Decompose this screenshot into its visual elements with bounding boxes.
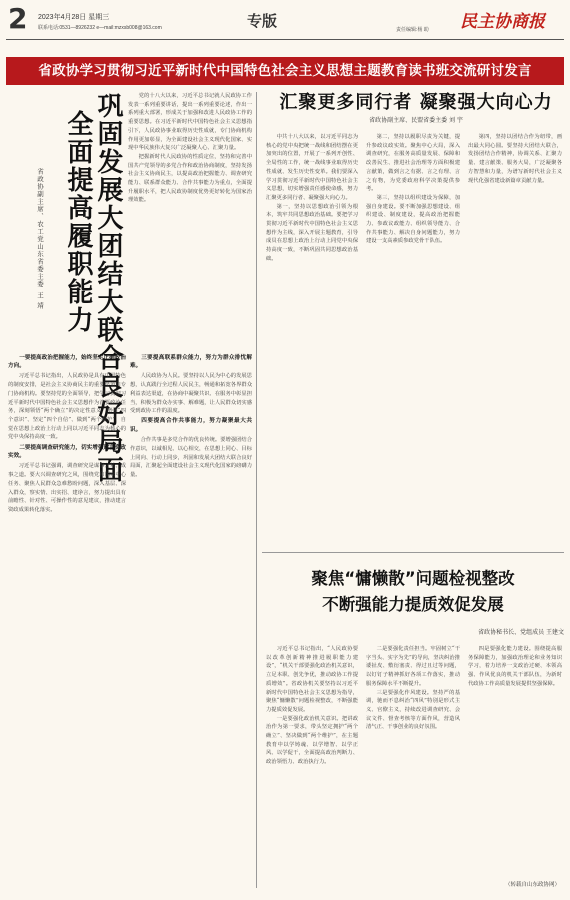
article3-paragraph: 一是要强化政治机关意识。把讲政治作为第一要求，带头坚定拥护“两个确立”、坚决做到“两个维护”，在主题教育中以学铸魂、以学增智、以学正风、以学促干，全面提高政治判断力、政治领悟力、政治执行力。 bbox=[266, 715, 358, 766]
article3-paragraph: 二是要强化责任担当。牢固树立“干字当头、实字为先”的导向，坚决纠治推诿扯皮、敷衍塞责、得过且过等问题，以钉钉子精神抓好各项工作落实，推动服务保障水平不断提升。 bbox=[366, 646, 460, 687]
article1-title-line1: 巩固发展大团结大联合良好局面 bbox=[93, 92, 123, 484]
article1-section-heading: 一要提高政治把握能力，始终坚定正确政治方向。 bbox=[8, 354, 126, 370]
article3-paragraph: 三是要强化作风建设。坚持严的基调，驰而不息纠治“四风”特别是形式主义、官僚主义，持续改进调查研究、会议文件、督查考核等方面作风，营造风清气正、干事创业的良好氛围。 bbox=[366, 689, 460, 731]
header-divider bbox=[6, 39, 564, 40]
article2-paragraph: 中共十八大以来，以习近平同志为核心的党中央把统一战线和团结摆在更加突出的位置，开展了一系列开创性、全局性的工作，统一战线事业取得历史性成就、发生历史性变革。我们要深入学习贯彻习近平新时代中国特色社会主义思想，切实增强责任感使命感，努力汇聚更多同行者、凝聚强大向心力。 bbox=[266, 134, 358, 201]
article1-section-heading: 四要提高合作共事能力，努力凝聚最大共识。 bbox=[130, 418, 252, 434]
article2-paragraph: 第二，坚持以履职尽责为关键，提升参政议政实效。聚焦中心大局，深入调查研究，在服务高质量发展、保障和改善民生、推进社会治理等方面积极建言献策，做到言之有据、言之有理、言之有物，为党委政府科学决策提供参考。 bbox=[366, 134, 460, 193]
article1-section-heading: 三要提高联系群众能力，努力为群众排忧解难。 bbox=[130, 354, 252, 370]
article3-end-mark: （转载自山东政协网） bbox=[505, 882, 561, 888]
issue-date: 2023年4月28日 星期三 bbox=[38, 14, 110, 21]
article3-title-line2: 不断强能力提质效促发展 bbox=[322, 595, 504, 614]
article3-paragraph: 习近平总书记指出，“人民政协要以改革创新精神推进履职能力建设”，“机关干部要强化政治机关意识，立足本职、创先争优，推动政协工作提质增效”。省政协机关要坚持以习近平新时代中国特色社会主义思想为指导，聚焦“慵懒散”问题检视整改，不断强能力提质效促发展。 bbox=[266, 646, 358, 713]
article2-byline: 省政协副主席、民盟省委主委 刘 宇 bbox=[369, 117, 463, 124]
article2-paragraph: 第一，坚持以思想政治引领为根本，筑牢共同思想政治基础。要把学习贯彻习近平新时代中国特色社会主义思想作为主线，深入开展主题教育，引导成员在思想上政治上行动上同党中央保持高度一致，不断巩固共同思想政治基础。 bbox=[266, 203, 358, 262]
column-divider bbox=[256, 92, 257, 888]
article1-section-body: 习近平总书记强调，调查研究是谋事之基、成事之道。要大兴调查研究之风，围绕党和国家中心任务、聚焦人民群众急难愁盼问题，深入基层、深入群众，察实情、出实招、建诤言，努力提出具有前瞻性、针对性、可操作性的意见建议，推动建言资政成果转化落实。 bbox=[8, 463, 126, 513]
article3-column-3 bbox=[468, 645, 562, 877]
article2-column-1 bbox=[266, 133, 358, 543]
article1-section-heading: 二要提高调查研究能力，切实增强建言资政实效。 bbox=[8, 444, 126, 460]
article2-column-2 bbox=[366, 133, 460, 543]
article2-paragraph: 第四，坚持以团结合作为纽带，画出最大同心圆。要坚持大团结大联合，发扬团结合作精神，协调关系、汇聚力量、建言献策、服务大局，广泛凝聚各方智慧和力量，为谱写新时代社会主义现代化强省建设新篇章贡献力量。 bbox=[468, 134, 562, 184]
banner-headline: 省政协学习贯彻习近平新时代中国特色社会主义思想主题教育读书班交流研讨发言 bbox=[38, 63, 532, 79]
article3-byline: 省政协秘书长、党组成员 王建文 bbox=[478, 629, 564, 636]
masthead bbox=[0, 0, 570, 44]
article-divider bbox=[262, 552, 564, 553]
article1-section-body: 习近平总书记指出，人民政协是具有中国特色的制度安排，是社会主义协商民主的重要渠道和专门协商机构。要坚持党的全面领导，把学习贯彻习近平新时代中国特色社会主义思想作为首要政治任务，深刻领悟“两个确立”的决定性意义，增强“四个意识”、坚定“四个自信”、做到“两个维护”，自觉在思想上政治上行动上同以习近平同志为核心的党中央保持高度一致。 bbox=[8, 373, 126, 441]
article2-title: 汇聚更多同行者 凝聚强大向心力 bbox=[279, 92, 553, 113]
section-label: 专版 bbox=[247, 12, 278, 30]
contact-info: 联系电话:0531—8926232 e—mail:mzxsb008@163.com bbox=[38, 25, 162, 31]
newspaper-logo: 民主协商报 bbox=[460, 12, 545, 32]
article1-paragraph: 把握新时代人民政协的性质定位，坚持和完善中国共产党领导的多党合作和政治协商制度，坚持发扬社会主义协商民主，以提高政治把握能力、调查研究能力、联系群众能力、合作共事能力为重点，全面提升履职水平，把人民政协制度优势更好转化为国家治理效能。 bbox=[128, 153, 252, 204]
article1-column-right bbox=[130, 352, 252, 888]
headline-banner bbox=[6, 57, 564, 85]
article1-section-body: 人民政协为人民。要坚持以人民为中心的发展思想，认真践行全过程人民民主，畅通和拓宽各界群众利益表达渠道，在协商中凝聚共识、在服务中彰显担当，积极为群众办实事、解难题，让人民群众切实感受到政协工作的温度。 bbox=[130, 373, 252, 415]
editor-credit: 责任编辑:杨 助 bbox=[396, 27, 429, 33]
article2-column-3 bbox=[468, 133, 562, 543]
article1-section-body: 合作共事是多党合作的优良传统。要增强团结合作意识，以诚相见、以心相交，在思想上同心、目标上同向、行动上同步，巩固和发展大团结大联合良好局面，汇聚起全面建设社会主义现代化国家的磅礴力量。 bbox=[130, 437, 252, 479]
article1-column-top bbox=[128, 92, 252, 342]
page-number: 2 bbox=[8, 2, 28, 35]
article2-paragraph: 第三，坚持以组织建设为保障，加强自身建设。要不断加强思想建设、组织建设、制度建设，提高政治把握能力、参政议政能力、组织领导能力、合作共事能力、解决自身问题能力，努力建设一支高素质参政党骨干队伍。 bbox=[366, 194, 460, 245]
article1-column-left bbox=[8, 352, 126, 888]
article3-paragraph: 四是要强化能力建设。围绕提高服务保障能力，加强政治理论和业务知识学习，着力培养一支政治过硬、本领高强、作风优良的机关干部队伍，为新时代政协工作高质量发展提供坚强保障。 bbox=[468, 646, 562, 687]
article3-column-1 bbox=[266, 645, 358, 885]
article1-paragraph: 党的十八大以来，习近平总书记就人民政协工作发表一系列重要讲话，提出一系列重要论述，作出一系列重大部署，形成关于加强和改进人民政协工作的重要思想。在习近平新时代中国特色社会主义思想指引下，人民政协事业取得历史性成就，专门协商机构作用更加彰显，为全面建设社会主义现代化国家、实现中华民族伟大复兴广泛凝聚人心、汇聚力量。 bbox=[128, 93, 252, 152]
article3-title bbox=[262, 566, 564, 618]
article1-byline: 省政协副主席、农工党山东省委主委 王 靖 bbox=[36, 168, 44, 310]
article1-title-line2: 全面提高履职能力 bbox=[63, 110, 93, 334]
article3-title-line1: 聚焦“慵懒散”问题检视整改 bbox=[311, 569, 515, 588]
article3-column-2 bbox=[366, 645, 460, 885]
